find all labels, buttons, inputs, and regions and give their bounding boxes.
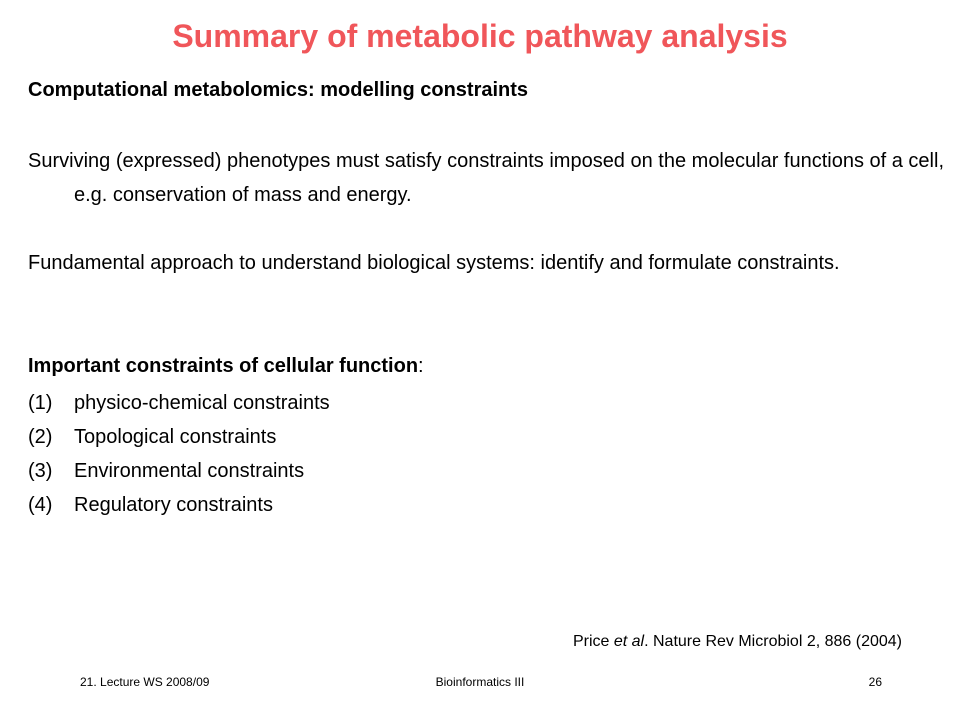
list-item-number: (3) — [28, 460, 53, 482]
list-item — [28, 454, 330, 488]
footer-lecture: 21. Lecture WS 2008/09 — [80, 675, 210, 689]
citation-author: Price — [572, 633, 614, 650]
list-item-text: Regulatory constraints — [74, 494, 273, 516]
list-item-text: Topological constraints — [74, 426, 277, 448]
list-item-number: (4) — [28, 494, 53, 516]
constraints-heading — [28, 350, 424, 382]
list-item — [28, 386, 330, 420]
constraint-list — [28, 386, 330, 522]
list-item — [28, 420, 330, 454]
slide-title: Summary of metabolic pathway analysis — [172, 18, 788, 54]
footer-page-number: 26 — [868, 675, 882, 689]
paragraph-phenotypes: Surviving (expressed) phenotypes must satisfy constraints imposed on the molecular functions of a cell, e.g. conservation of mass and energy. — [28, 150, 944, 206]
constraints-heading-colon: : — [418, 355, 424, 377]
slide-subtitle: Computational metabolomics: modelling constraints — [28, 79, 529, 101]
list-item-text: physico-chemical constraints — [74, 392, 330, 414]
citation — [573, 630, 902, 654]
list-item-number: (1) — [28, 392, 53, 414]
list-item-number: (2) — [28, 426, 53, 448]
list-item-text: Environmental constraints — [74, 460, 305, 482]
citation-etal: et al — [613, 633, 645, 650]
paragraph-approach: Fundamental approach to understand biological systems: identify and formulate constraints. — [28, 252, 840, 274]
footer-course: Bioinformatics III — [435, 675, 525, 689]
constraints-heading-bold: Important constraints of cellular function — [28, 355, 419, 377]
list-item — [28, 488, 330, 522]
citation-reference: . Nature Rev Microbiol 2, 886 (2004) — [644, 633, 902, 650]
